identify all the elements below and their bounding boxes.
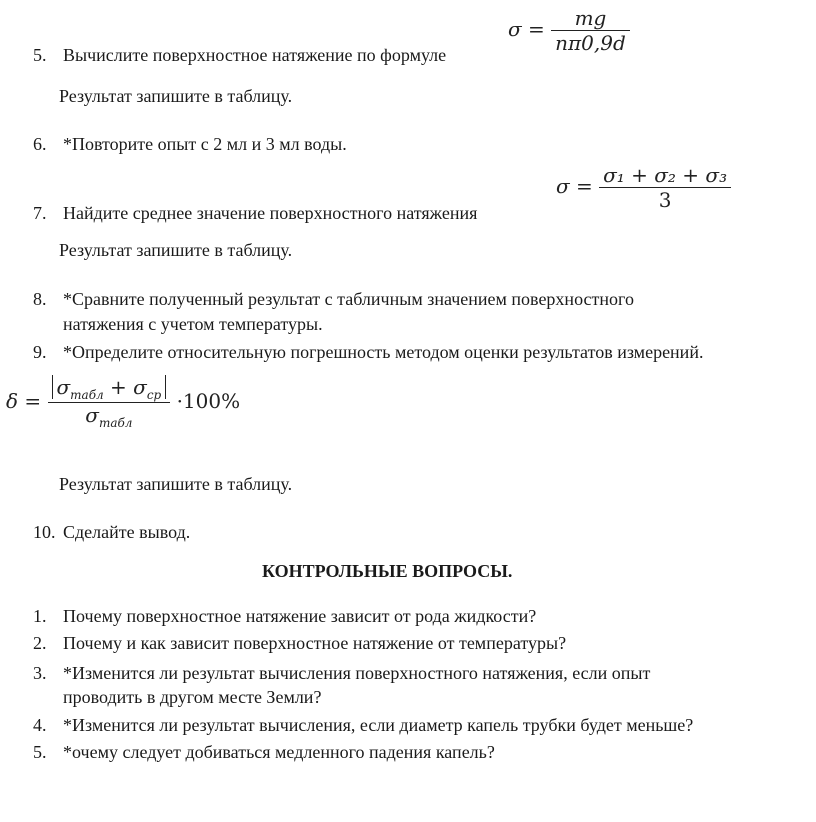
- question-5-number: 5.: [33, 742, 47, 762]
- step-9-text: *Определите относительную погрешность методом оценки результатов измерений.: [63, 342, 704, 362]
- question-2-text: Почему и как зависит поверхностное натяжение от температуры?: [63, 633, 567, 653]
- formula-fraction: [599, 163, 731, 212]
- formula-lhs: σ =: [508, 17, 545, 41]
- question-3-number: 3.: [33, 663, 47, 683]
- formula-surface-tension: [508, 6, 630, 55]
- sub-table: табл: [70, 388, 104, 402]
- question-1-text: Почему поверхностное натяжение зависит от рода жидкости?: [63, 606, 537, 626]
- question-4-text: *Изменится ли результат вычисления, если диаметр капель трубки будет меньше?: [63, 715, 694, 735]
- formula-mean: [556, 163, 731, 212]
- formula-abs-value: [52, 375, 167, 402]
- section-title: КОНТРОЛЬНЫЕ ВОПРОСЫ.: [262, 561, 513, 581]
- plus-sigma: + σ: [110, 375, 147, 399]
- step-5-text: Вычислите поверхностное натяжение по формуле: [63, 45, 447, 65]
- step-6-number: 6.: [33, 134, 47, 154]
- sigma-table-den: σ: [85, 403, 99, 427]
- sub-table-den: табл: [98, 416, 133, 430]
- sigma-table: σ: [56, 375, 71, 399]
- formula-numerator: [48, 375, 171, 402]
- step-10-number: 10.: [33, 522, 56, 542]
- step-7-result: Результат запишите в таблицу.: [59, 240, 293, 260]
- formula-denominator: nπ0,9d: [551, 30, 630, 55]
- formula-tail: ·100%: [176, 389, 241, 413]
- formula-fraction: [48, 375, 171, 430]
- formula-lhs: σ =: [556, 174, 593, 198]
- step-5-result: Результат запишите в таблицу.: [59, 86, 293, 106]
- step-6-text: *Повторите опыт с 2 мл и 3 мл воды.: [63, 134, 347, 154]
- formula-relative-error: [6, 375, 240, 430]
- question-3-line2: проводить в другом месте Земли?: [63, 687, 322, 707]
- formula-numerator: σ₁ + σ₂ + σ₃: [603, 163, 728, 187]
- step-7-number: 7.: [33, 203, 47, 223]
- step-7-text: Найдите среднее значение поверхностного натяжения: [63, 203, 478, 223]
- question-3-line1: *Изменится ли результат вычисления поверхностного натяжения, если опыт: [63, 663, 651, 683]
- step-9-number: 9.: [33, 342, 47, 362]
- question-2-number: 2.: [33, 633, 47, 653]
- formula-denominator: [48, 402, 171, 430]
- question-5-text: *очему следует добиваться медленного падения капель?: [63, 742, 495, 762]
- formula-fraction: [551, 6, 630, 55]
- formula-lhs: δ =: [6, 389, 42, 413]
- step-10-text: Сделайте вывод.: [63, 522, 191, 542]
- question-1-number: 1.: [33, 606, 47, 626]
- step-8-line1: *Сравните полученный результат с табличным значением поверхностного: [63, 289, 634, 309]
- step-5-number: 5.: [33, 45, 47, 65]
- question-4-number: 4.: [33, 715, 47, 735]
- formula-numerator: mg: [574, 6, 607, 30]
- step-8-number: 8.: [33, 289, 47, 309]
- formula-denominator: 3: [599, 187, 731, 212]
- step-9-result: Результат запишите в таблицу.: [59, 474, 293, 494]
- step-8-line2: натяжения с учетом температуры.: [63, 314, 323, 334]
- sub-mean: ср: [146, 388, 162, 402]
